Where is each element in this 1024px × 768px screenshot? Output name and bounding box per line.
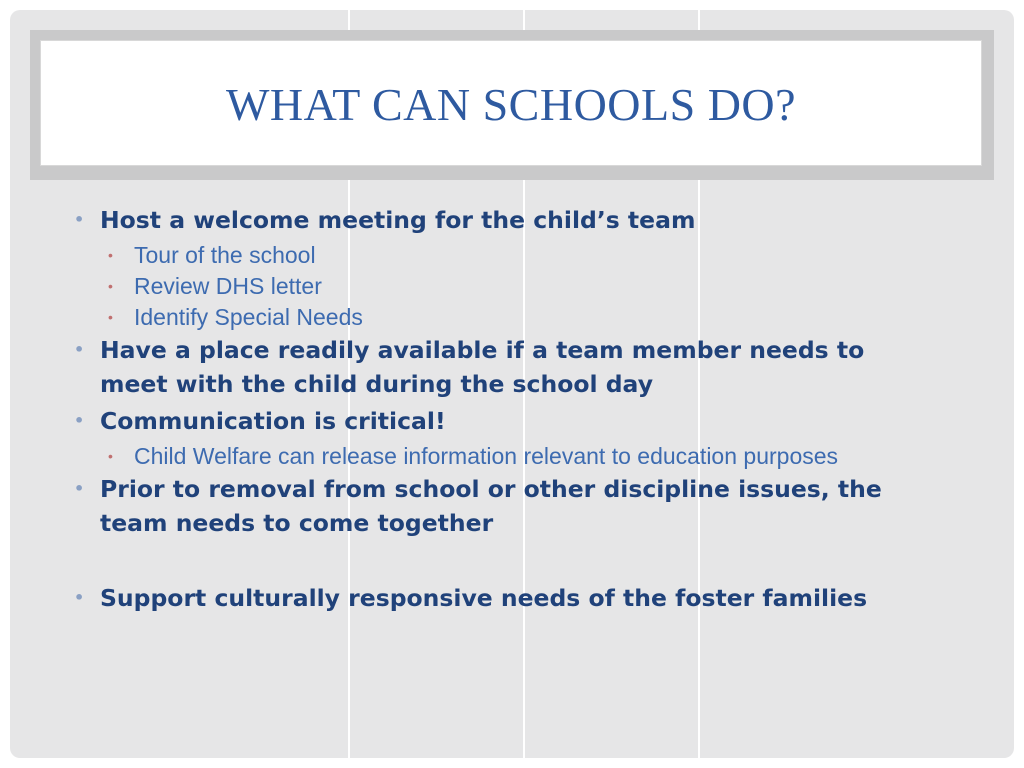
- bullet-text: Have a place readily available if a team member needs to meet with the child during the school day: [100, 336, 865, 398]
- bullet-item: [72, 333, 932, 401]
- spacer: [72, 543, 932, 581]
- sub-bullet-item: [104, 271, 932, 302]
- sub-bullet-icon: •: [108, 309, 113, 325]
- slide: [10, 10, 1014, 758]
- slide-title: WHAT CAN SCHOOLS DO?: [225, 78, 797, 130]
- title-box: [40, 40, 982, 166]
- bullet-text: Host a welcome meeting for the child’s team: [100, 206, 696, 234]
- bullet-icon: •: [74, 588, 85, 607]
- bullet-item: [72, 203, 932, 237]
- bullet-icon: •: [74, 411, 85, 430]
- sub-bullet-item: [104, 302, 932, 333]
- sub-bullet-icon: •: [108, 278, 113, 294]
- sub-bullet-icon: •: [108, 448, 113, 464]
- bullet-text: Prior to removal from school or other discipline issues, the team needs to come together: [100, 475, 882, 537]
- bullet-list: [72, 203, 932, 618]
- bullet-text: Support culturally responsive needs of the foster families: [100, 584, 868, 612]
- sub-bullet-text: Review DHS letter: [134, 273, 322, 299]
- sub-bullet-text: Identify Special Needs: [134, 304, 363, 330]
- sub-bullet-icon: •: [108, 247, 113, 263]
- sub-bullet-text: Child Welfare can release information relevant to education purposes: [134, 443, 839, 469]
- sub-bullet-item: [104, 240, 932, 271]
- bullet-text: Communication is critical!: [100, 407, 446, 435]
- sub-bullet-text: Tour of the school: [134, 242, 316, 268]
- bullet-item: [72, 581, 932, 615]
- bullet-item: [72, 404, 932, 438]
- bullet-icon: •: [74, 479, 85, 498]
- bullet-item: [72, 472, 932, 540]
- bullet-icon: •: [74, 340, 85, 359]
- title-frame: [30, 30, 994, 180]
- sub-bullet-item: [104, 441, 932, 472]
- bullet-icon: •: [74, 210, 85, 229]
